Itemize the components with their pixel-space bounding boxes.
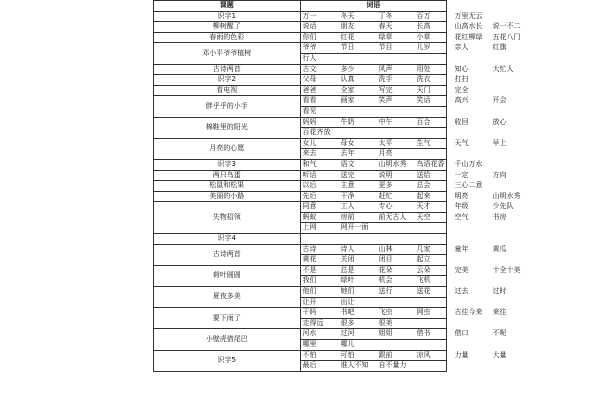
word: 哪里: [302, 340, 317, 348]
word: 红旗: [492, 43, 507, 52]
word: 飞机: [416, 276, 431, 285]
word: 一定: [454, 170, 469, 179]
word: 总是: [340, 265, 355, 274]
word: 全家: [340, 85, 355, 94]
word-line: [300, 234, 447, 245]
word: 十全十美: [492, 265, 521, 274]
word: 亲人: [454, 43, 469, 52]
word: 跟前: [378, 350, 393, 359]
word-line: [300, 318, 447, 329]
word: 送给: [416, 170, 431, 179]
word: 可怕: [340, 350, 355, 359]
word: 大量: [492, 350, 507, 359]
vocabulary-document: [153, 0, 521, 372]
table-row: [154, 350, 447, 361]
word: 三心二意: [454, 181, 483, 190]
word: 说话: [302, 22, 317, 31]
word: 千山万水: [454, 159, 483, 168]
word-line: [300, 159, 483, 170]
word: 力量: [454, 350, 469, 359]
word: 工人: [340, 202, 355, 211]
word: 天才: [416, 202, 431, 211]
table-row: [154, 43, 447, 54]
word: 高兴: [454, 96, 469, 105]
word: 天空: [416, 212, 431, 221]
word: 山明水秀: [492, 191, 521, 200]
word: 月亮: [378, 149, 393, 158]
word: 看看: [302, 96, 317, 105]
word: 更多: [378, 181, 393, 190]
word: 云朵: [416, 265, 431, 274]
word: 古诗: [302, 244, 317, 253]
header-lesson: 课题: [154, 1, 301, 12]
word: 谁人不知: [340, 361, 369, 370]
word-line: [300, 244, 507, 255]
word: 干净: [340, 191, 355, 200]
word: 借书: [416, 329, 431, 338]
header-words: 词语: [300, 1, 447, 12]
lesson-title: 夏夜多美: [154, 287, 301, 308]
lesson-title: 两只鸟蛋: [154, 170, 301, 181]
word: 打扫: [454, 75, 469, 84]
word: 鸟语花香: [416, 159, 445, 168]
word: 百万: [416, 11, 431, 20]
word: 小草: [416, 32, 431, 41]
word: 主意: [340, 181, 355, 190]
word: 画家: [340, 96, 355, 105]
word-line: [300, 255, 447, 266]
word-line: [300, 138, 507, 149]
table-row: [154, 138, 447, 149]
word: 女儿: [302, 138, 317, 147]
word: 网开一面: [340, 223, 369, 232]
table-row: [154, 244, 447, 255]
word: 知心: [454, 64, 469, 73]
table-row: [154, 202, 447, 213]
word-line: [300, 11, 483, 22]
word-line: [300, 276, 447, 287]
word: 山林: [378, 244, 393, 253]
word: 冬天: [340, 11, 355, 20]
word: 绿叶: [340, 276, 355, 285]
lesson-title: 柳树醒了: [154, 22, 301, 33]
word: 送完: [340, 170, 355, 179]
word: 专心: [378, 202, 393, 211]
word: 节目: [378, 43, 393, 52]
word-line: [300, 287, 507, 298]
word: 说明: [378, 170, 393, 179]
word: 上网: [302, 223, 317, 232]
word: 同意: [302, 202, 317, 211]
word: 开会: [492, 96, 507, 105]
word: 花红柳绿: [454, 32, 483, 41]
word-line: [300, 96, 507, 107]
word-line: [300, 212, 507, 223]
word: 古文: [302, 64, 317, 73]
word: 总会: [416, 181, 431, 190]
word: 百合: [416, 117, 431, 126]
word: 母女: [340, 138, 355, 147]
lesson-title: 古诗两首: [154, 64, 301, 75]
word: 牛奶: [340, 117, 355, 126]
table-row: [154, 75, 447, 86]
word: 少先队: [492, 202, 514, 211]
word-line: [300, 117, 507, 128]
word: 网虫: [416, 308, 431, 317]
word: 书吧: [340, 308, 355, 317]
lesson-title: 古诗两首: [154, 244, 301, 265]
word: 爸爸: [302, 85, 317, 94]
word-line: [300, 128, 447, 139]
word: 我们: [302, 276, 317, 285]
word: 长高: [416, 22, 431, 31]
header-row: [154, 1, 447, 12]
word-line: [300, 85, 469, 96]
word: 哪儿: [340, 340, 355, 348]
word-line: [300, 308, 507, 319]
table-row: [154, 64, 447, 75]
word-line: [300, 181, 483, 192]
word-line: [300, 106, 447, 117]
word: 百花齐放: [302, 128, 331, 137]
table-row: [154, 85, 447, 96]
word: 过河: [340, 329, 355, 338]
word: 来往: [492, 308, 507, 317]
word: 古往今来: [454, 308, 483, 317]
word: 空气: [454, 212, 469, 221]
word: 用处: [416, 64, 431, 73]
lesson-title: 松鼠和松果: [154, 181, 301, 192]
word: 语文: [340, 159, 355, 168]
word: 河水: [302, 329, 317, 338]
word: 朋友: [340, 22, 355, 31]
word: 和气: [302, 159, 317, 168]
word: 书房: [492, 212, 507, 221]
table-row: [154, 170, 447, 181]
lesson-title: 失物招领: [154, 202, 301, 234]
word: 你们: [302, 32, 317, 41]
word: 放心: [492, 117, 507, 126]
word: 几家: [416, 244, 431, 253]
word: 童年: [454, 244, 469, 253]
word: 凉风: [416, 350, 431, 359]
word: 多少: [340, 64, 355, 73]
table-row: [154, 308, 447, 319]
word: 关闭: [340, 255, 355, 264]
word: 行人: [302, 53, 317, 62]
table-row: [154, 287, 447, 298]
word: 借口: [454, 329, 469, 338]
word: 大忙人: [492, 64, 514, 73]
word: 年级: [454, 202, 469, 211]
word: 早上: [492, 138, 507, 147]
word: 送花: [416, 287, 431, 296]
word: 让开: [302, 297, 317, 306]
lesson-title: 识字3: [154, 159, 301, 170]
word: 他们: [302, 287, 317, 296]
word: 很美: [378, 318, 393, 327]
word: 她们: [340, 287, 355, 296]
word: 房前: [340, 212, 355, 221]
table-row: [154, 265, 447, 276]
word-line: [300, 64, 514, 75]
word: 姐姐: [378, 329, 393, 338]
word: 过时: [492, 287, 507, 296]
word: 太平: [378, 138, 393, 147]
table-row: [154, 191, 447, 202]
word: 明亮: [454, 191, 469, 200]
word: 收回: [454, 117, 469, 126]
word-line: [300, 43, 507, 54]
word: 听话: [302, 170, 317, 179]
word-line: [300, 329, 507, 340]
word: 节日: [340, 43, 355, 52]
word: 万一: [302, 11, 317, 20]
lesson-title: 春雨的色彩: [154, 32, 301, 43]
word: 写完: [378, 85, 393, 94]
word: 去年: [340, 149, 355, 158]
word: 很多: [340, 318, 355, 327]
word: 前无古人: [378, 212, 407, 221]
word: 风声: [378, 64, 393, 73]
word: 春天: [378, 22, 393, 31]
lesson-title: 识字5: [154, 350, 301, 371]
word: 认真: [340, 75, 355, 84]
word: 干吗: [302, 308, 317, 317]
lesson-title: 邓小平爷爷植树: [154, 43, 301, 64]
word: 笑话: [416, 96, 431, 105]
word: 看见: [302, 106, 317, 115]
word: 最后: [302, 361, 317, 370]
word: 生气: [416, 138, 431, 147]
word: 黄瓜: [492, 244, 507, 253]
word: 不是: [302, 265, 317, 274]
word-line: [300, 32, 521, 43]
word: 来去: [302, 149, 317, 158]
table-row: [154, 117, 447, 128]
word: 红花: [340, 32, 355, 41]
word: 完美: [454, 265, 469, 274]
lesson-title: 胖乎乎的小手: [154, 96, 301, 117]
word: 五花八门: [492, 32, 521, 41]
lesson-title: 要下雨了: [154, 308, 301, 329]
word: 天气: [454, 138, 469, 147]
word-line: [300, 22, 521, 33]
table-row: [154, 22, 447, 33]
word: 山高水长: [454, 22, 483, 31]
word: 飞虫: [378, 308, 393, 317]
table-row: [154, 96, 447, 107]
word-line: [300, 170, 507, 181]
word: 赶忙: [378, 191, 393, 200]
word: 妈妈: [302, 117, 317, 126]
word-line: [300, 75, 469, 86]
word: 洗衣: [416, 75, 431, 84]
table-row: [154, 32, 447, 43]
table-row: [154, 181, 447, 192]
word: 自不量力: [378, 361, 407, 370]
word: 不呢: [492, 329, 507, 338]
lesson-title: 棉鞋里的阳光: [154, 117, 301, 138]
word: 机会: [378, 276, 393, 285]
word: 山明水秀: [378, 159, 407, 168]
word: 蚂蚁: [302, 212, 317, 221]
word: 走得远: [302, 318, 324, 327]
lesson-title: 识字2: [154, 75, 301, 86]
word: 丁冬: [378, 11, 393, 20]
table-row: [154, 159, 447, 170]
word: 以后: [302, 181, 317, 190]
word-line: [300, 265, 521, 276]
word: 起来: [416, 191, 431, 200]
vocabulary-table: [153, 0, 521, 372]
word: 天门: [416, 85, 431, 94]
word: 洗手: [378, 75, 393, 84]
word-line: [300, 149, 447, 160]
word: 过去: [454, 287, 469, 296]
word: 说一不二: [492, 22, 521, 31]
word-line: [300, 340, 447, 351]
lesson-title: 荷叶圆圆: [154, 265, 301, 286]
lesson-title: 识字4: [154, 234, 301, 245]
word: 先后: [302, 191, 317, 200]
lesson-title: 小壁虎借尾巴: [154, 329, 301, 350]
word: 送行: [378, 287, 393, 296]
lesson-title: 看电视: [154, 85, 301, 96]
word-line: [300, 350, 507, 361]
word: 出让: [340, 297, 355, 306]
word: 不怕: [302, 350, 317, 359]
word: 儿岁: [416, 43, 431, 52]
word: 起立: [416, 255, 431, 264]
word-line: [300, 191, 521, 202]
word-line: [300, 361, 447, 372]
word-line: [300, 202, 514, 213]
word: 爷爷: [302, 43, 317, 52]
lesson-title: 美丽的小路: [154, 191, 301, 202]
word: 中午: [378, 117, 393, 126]
lesson-title: 月亮的心愿: [154, 138, 301, 159]
word: 黄花: [302, 255, 317, 264]
table-row: [154, 11, 447, 22]
word: 绿草: [378, 32, 393, 41]
word: 闭目: [378, 255, 393, 264]
word: 诗人: [340, 244, 355, 253]
table-body: [154, 11, 521, 371]
table-row: [154, 234, 447, 245]
table-row: [154, 329, 447, 340]
word: 父母: [302, 75, 317, 84]
word: 笑声: [378, 96, 393, 105]
word: 花朵: [378, 265, 393, 274]
word-line: [300, 53, 447, 64]
word: 方向: [492, 170, 507, 179]
word: 完全: [454, 85, 469, 94]
word: 万里无云: [454, 11, 483, 20]
word-line: [300, 297, 447, 308]
word-line: [300, 223, 447, 234]
lesson-title: 识字1: [154, 11, 301, 22]
